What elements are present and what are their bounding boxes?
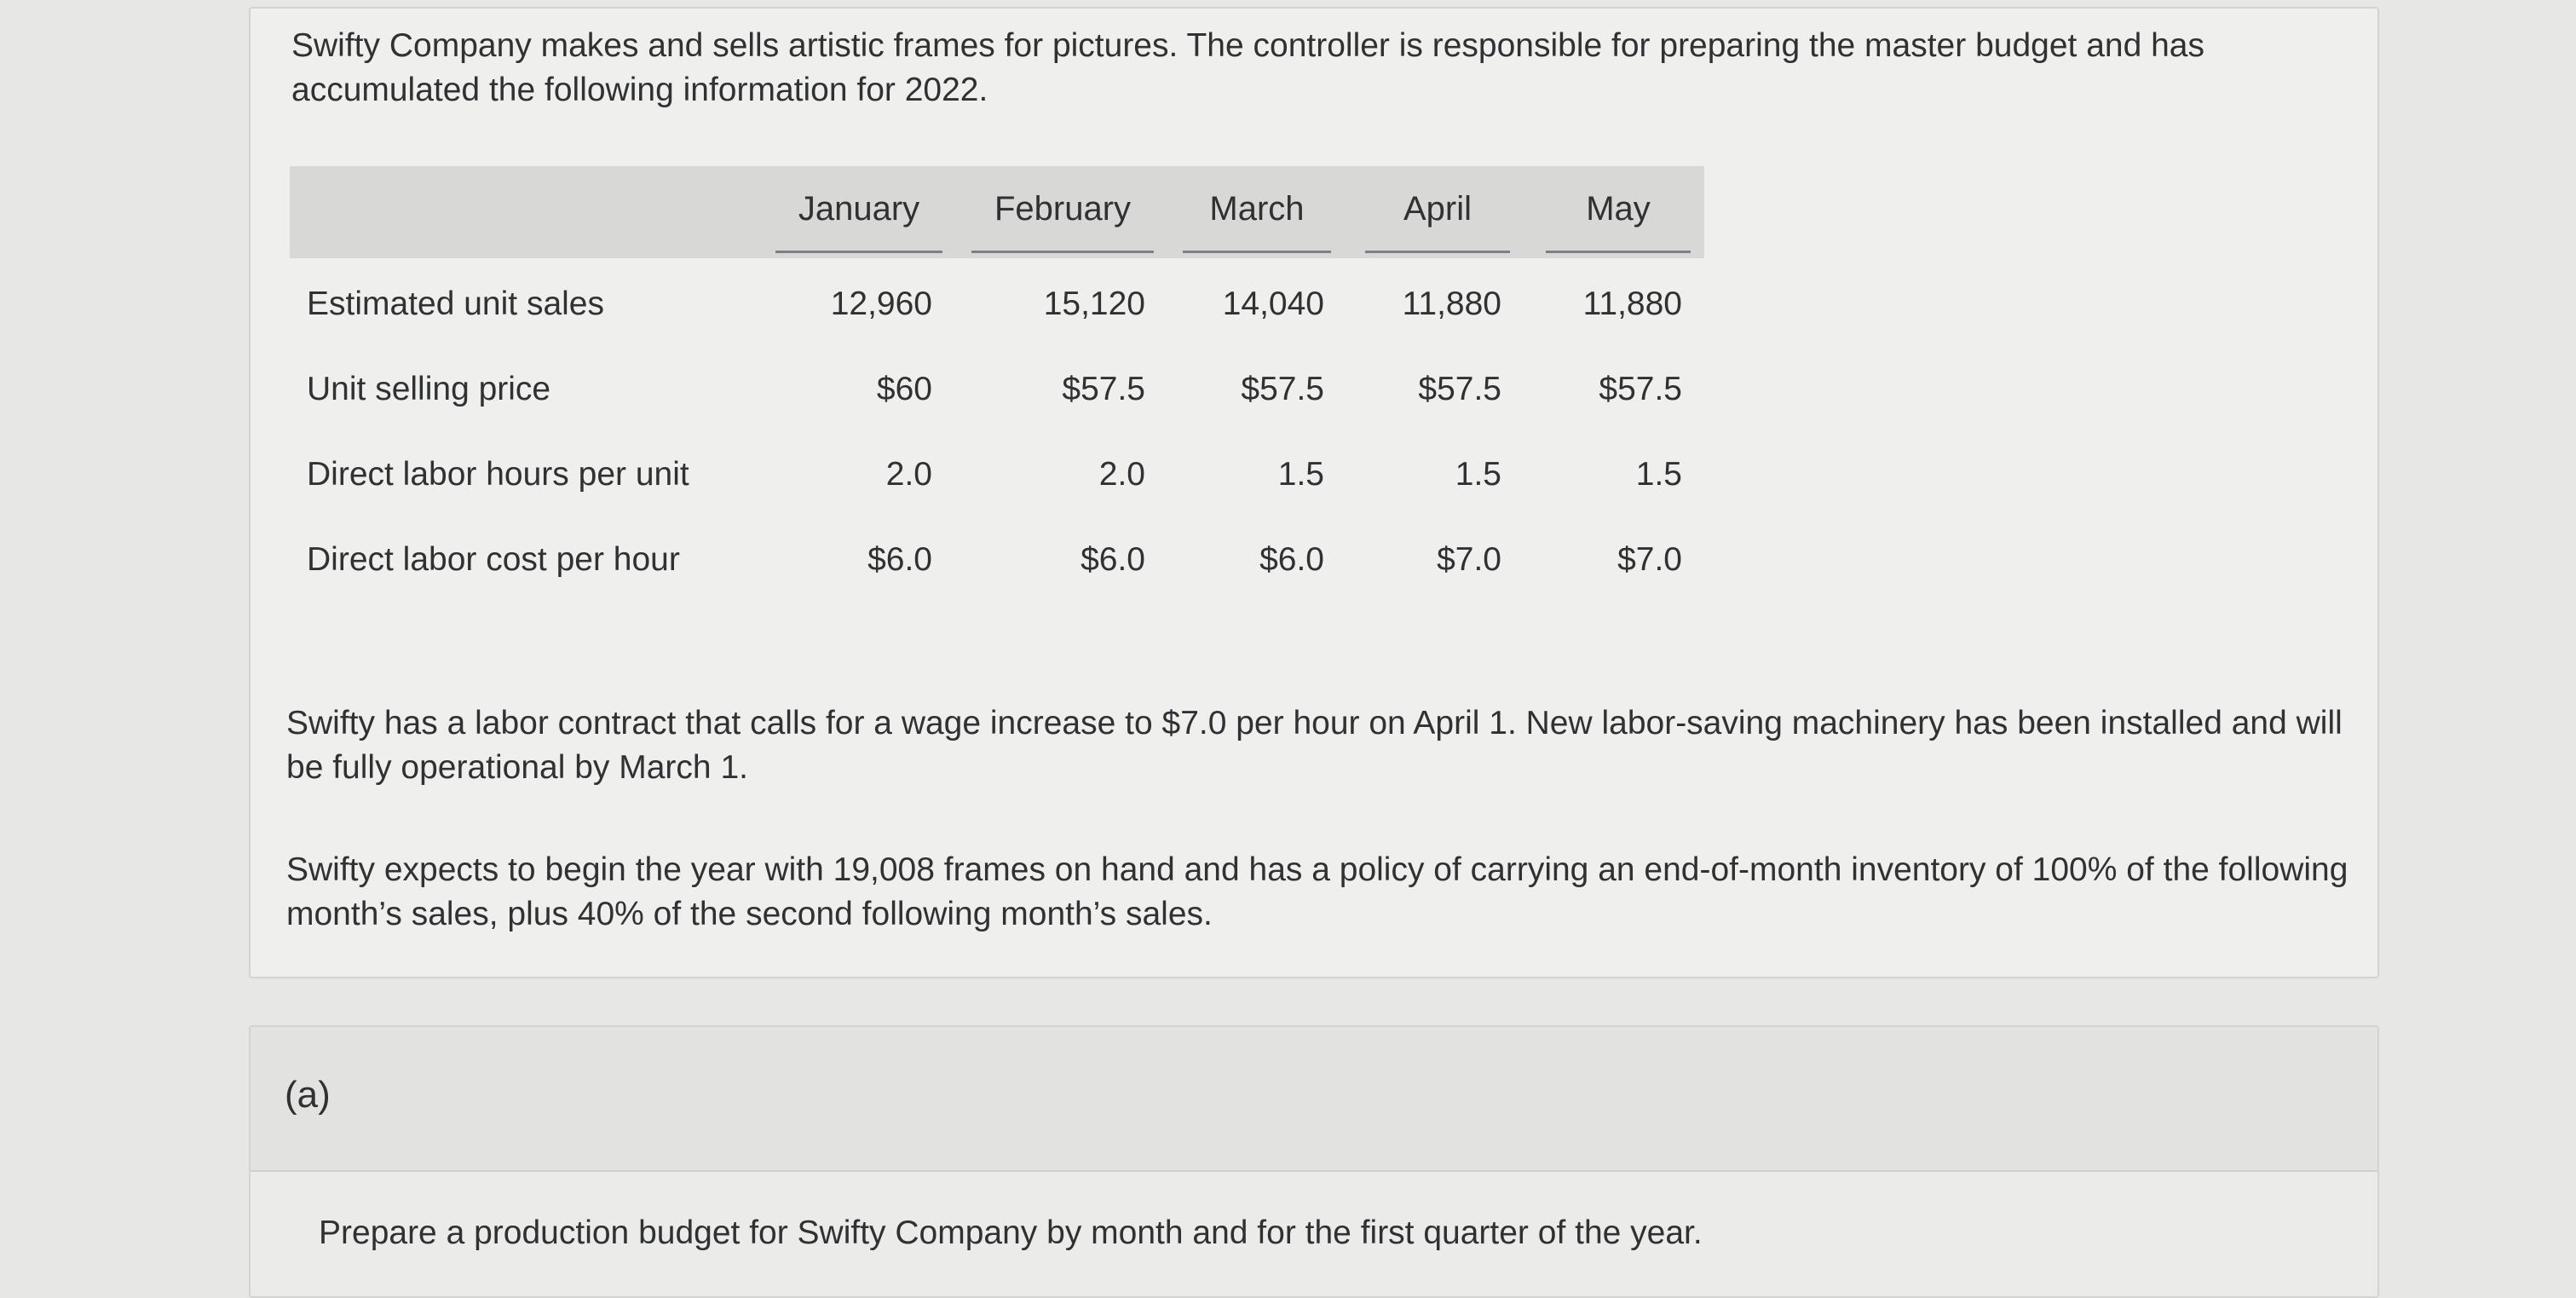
row-label-direct-labor-hours: Direct labor hours per unit <box>307 456 689 493</box>
cell-hours-may: 1.5 <box>1635 456 1682 493</box>
row-label-unit-selling-price: Unit selling price <box>307 371 551 407</box>
cell-cost-march: $6.0 <box>1259 541 1324 578</box>
part-a-instruction: Prepare a production budget for Swifty Company by month and for the first quarter of the year. <box>319 1214 1703 1251</box>
cell-sales-february: 15,120 <box>1043 286 1145 322</box>
part-a-header <box>251 1027 2377 1172</box>
cell-sales-april: 11,880 <box>1402 286 1501 322</box>
column-header-may: May <box>1546 166 1691 258</box>
cell-sales-january: 12,960 <box>830 286 932 322</box>
row-label-estimated-unit-sales: Estimated unit sales <box>307 286 605 322</box>
cell-hours-february: 2.0 <box>1098 456 1145 493</box>
row-label-direct-labor-cost: Direct labor cost per hour <box>307 541 680 578</box>
cell-hours-march: 1.5 <box>1277 456 1324 493</box>
cell-hours-january: 2.0 <box>885 456 932 493</box>
problem-card <box>249 7 2379 978</box>
cell-cost-february: $6.0 <box>1081 541 1145 578</box>
part-a-label: (a) <box>285 1074 331 1116</box>
column-header-april: April <box>1365 166 1510 258</box>
intro-paragraph: Swifty Company makes and sells artistic frames for pictures. The controller is responsible for preparing the master budget and has accumulated the following information for 2022. <box>291 27 2204 108</box>
budget-data-table <box>290 166 1704 618</box>
column-header-march: March <box>1183 166 1331 258</box>
column-header-january: January <box>775 166 942 258</box>
cell-price-april: $57.5 <box>1418 371 1501 407</box>
part-a-card <box>249 1025 2379 1298</box>
cell-cost-april: $7.0 <box>1437 541 1501 578</box>
cell-sales-may: 11,880 <box>1582 286 1682 322</box>
cell-price-february: $57.5 <box>1062 371 1145 407</box>
cell-sales-march: 14,040 <box>1222 286 1324 322</box>
cell-cost-may: $7.0 <box>1617 541 1682 578</box>
cell-price-january: $60 <box>876 371 932 407</box>
cell-hours-april: 1.5 <box>1455 456 1501 493</box>
cell-price-march: $57.5 <box>1241 371 1324 407</box>
cell-price-may: $57.5 <box>1599 371 1682 407</box>
inventory-policy-paragraph: Swifty expects to begin the year with 19,008 frames on hand and has a policy of carrying an end-of-month inventory of 100% of the following month’s sales, plus 40% of the second following month’s sales. <box>286 851 2348 932</box>
labor-contract-paragraph: Swifty has a labor contract that calls for a wage increase to $7.0 per hour on April 1. New labor-saving machinery has been installed and will be fully operational by March 1. <box>286 705 2343 786</box>
cell-cost-january: $6.0 <box>867 541 932 578</box>
column-header-february: February <box>971 166 1154 258</box>
